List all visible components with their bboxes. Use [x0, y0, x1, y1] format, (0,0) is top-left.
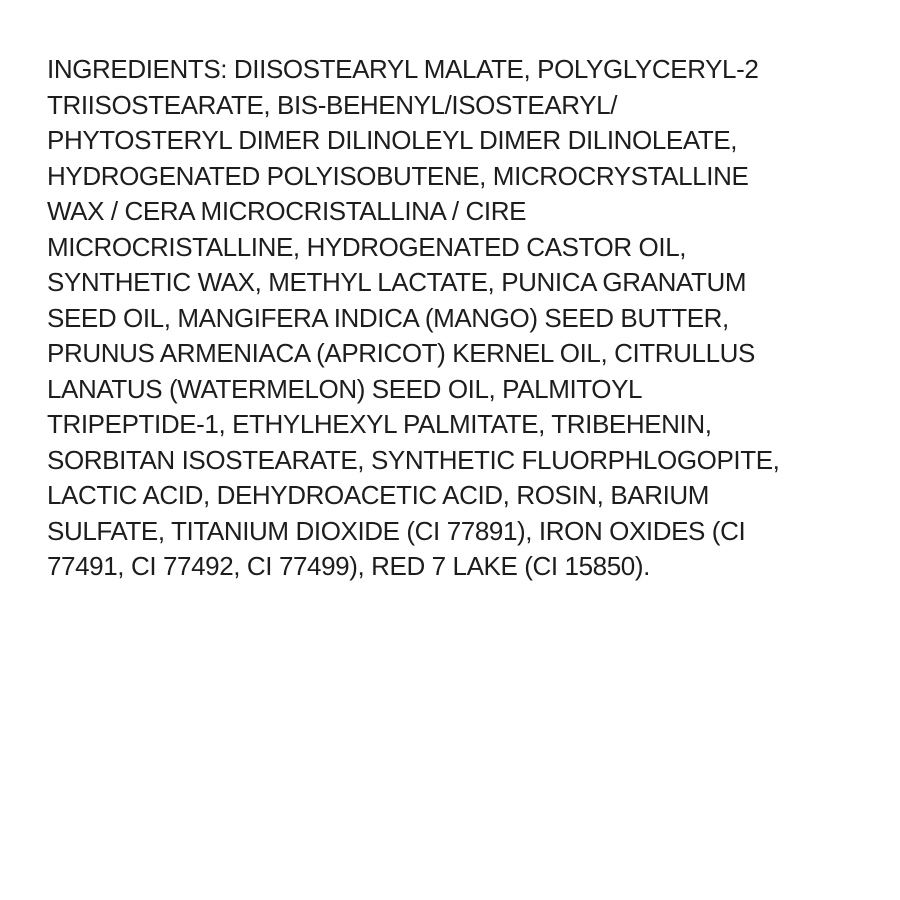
ingredients-line: PHYTOSTERYL DIMER DILINOLEYL DIMER DILINOLEATE,	[47, 125, 738, 155]
ingredients-line: PRUNUS ARMENIACA (APRICOT) KERNEL OIL, CITRULLUS	[47, 338, 755, 368]
ingredients-line: TRIISOSTEARATE, BIS-BEHENYL/ISOSTEARYL/	[47, 89, 618, 120]
ingredients-line: TRIPEPTIDE-1, ETHYLHEXYL PALMITATE, TRIBEHENIN,	[47, 409, 712, 439]
ingredients-line: HYDROGENATED POLYISOBUTENE, MICROCRYSTALLINE	[47, 160, 749, 191]
ingredients-line: LACTIC ACID, DEHYDROACETIC ACID, ROSIN, BARIUM	[47, 480, 710, 510]
ingredients-line: SEED OIL, MANGIFERA INDICA (MANGO) SEED BUTTER,	[47, 302, 729, 333]
ingredients-line: SORBITAN ISOSTEARATE, SYNTHETIC FLUORPHLOGOPITE,	[47, 444, 780, 475]
ingredients-text-block	[47, 52, 857, 585]
ingredients-line: MICROCRISTALLINE, HYDROGENATED CASTOR OIL,	[47, 231, 687, 262]
ingredients-line: LANATUS (WATERMELON) SEED OIL, PALMITOYL	[47, 373, 643, 404]
ingredients-line: SYNTHETIC WAX, METHYL LACTATE, PUNICA GRANATUM	[47, 267, 747, 297]
ingredients-line: INGREDIENTS: DIISOSTEARYL MALATE, POLYGLYCERYL-2	[47, 54, 759, 84]
ingredients-line: 77491, CI 77492, CI 77499), RED 7 LAKE (CI 15850).	[47, 551, 650, 581]
ingredients-line: SULFATE, TITANIUM DIOXIDE (CI 77891), IRON OXIDES (CI	[47, 515, 746, 546]
ingredients-line: WAX / CERA MICROCRISTALLINA / CIRE	[47, 196, 527, 226]
